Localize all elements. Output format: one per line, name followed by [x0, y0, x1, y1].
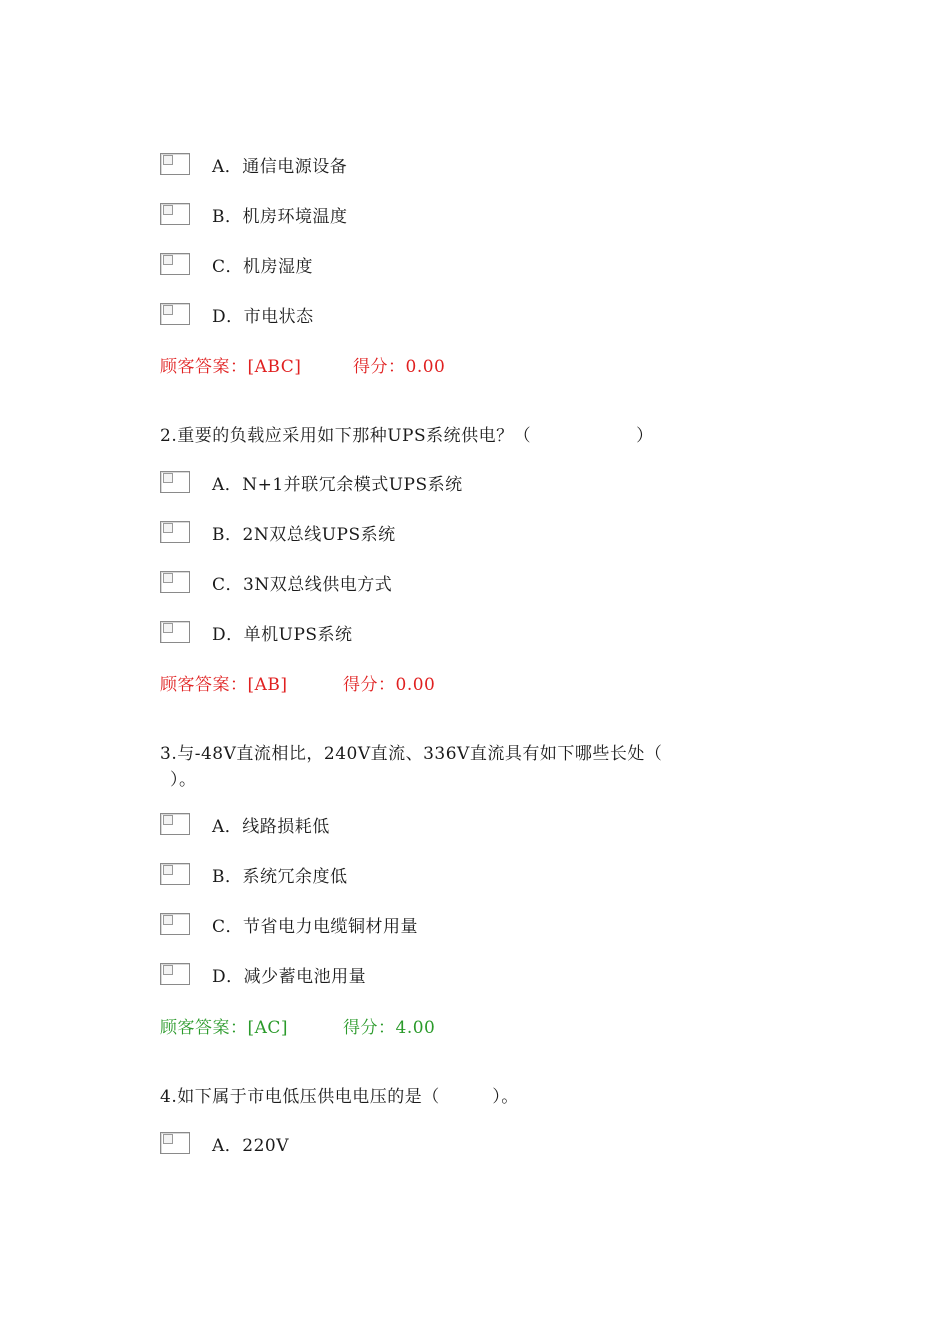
option-label: A．220V [212, 1135, 290, 1156]
option-label: C．机房湿度 [212, 256, 314, 277]
checkbox-box [163, 623, 173, 633]
option-label: A．通信电源设备 [212, 156, 348, 177]
checkbox-box [163, 473, 173, 483]
score: 得分：0.00 [353, 357, 446, 377]
checkbox[interactable] [160, 471, 190, 493]
option-label: C．3N双总线供电方式 [212, 574, 393, 595]
q1-option-a[interactable] [160, 150, 348, 178]
option-label: A．N+1并联冗余模式UPS系统 [212, 474, 463, 495]
score: 得分：0.00 [343, 675, 436, 695]
question-3-text-line1: 3.与-48V直流相比，240V直流、336V直流具有如下哪些长处（ [160, 744, 663, 764]
question-4-text: 4.如下属于市电低压供电电压的是（ ）。 [160, 1087, 519, 1107]
option-label: B．2N双总线UPS系统 [212, 524, 396, 545]
checkbox[interactable] [160, 913, 190, 935]
q2-option-d[interactable] [160, 618, 353, 646]
checkbox-box [163, 915, 173, 925]
checkbox-box [163, 305, 173, 315]
q1-result [160, 352, 446, 377]
customer-answer: 顾客答案：[AB] [160, 675, 288, 695]
score: 得分：4.00 [343, 1018, 436, 1038]
option-label: D．市电状态 [212, 306, 314, 327]
q1-option-b[interactable] [160, 200, 348, 228]
checkbox[interactable] [160, 253, 190, 275]
checkbox[interactable] [160, 303, 190, 325]
q2-option-a[interactable] [160, 468, 463, 496]
checkbox-box [163, 815, 173, 825]
q3-option-a[interactable] [160, 810, 330, 838]
checkbox[interactable] [160, 621, 190, 643]
checkbox-box [163, 965, 173, 975]
q1-option-c[interactable] [160, 250, 314, 278]
checkbox-box [163, 865, 173, 875]
option-label: D．单机UPS系统 [212, 624, 353, 645]
checkbox-box [163, 205, 173, 215]
option-label: C．节省电力电缆铜材用量 [212, 916, 419, 937]
checkbox[interactable] [160, 813, 190, 835]
checkbox[interactable] [160, 863, 190, 885]
q2-option-b[interactable] [160, 518, 396, 546]
question-2-text: 2.重要的负载应采用如下那种UPS系统供电？（ ） [160, 426, 654, 446]
customer-answer: 顾客答案：[AC] [160, 1018, 289, 1038]
checkbox[interactable] [160, 571, 190, 593]
option-label: D．减少蓄电池用量 [212, 966, 367, 987]
checkbox[interactable] [160, 1132, 190, 1154]
q2-result [160, 670, 436, 695]
customer-answer: 顾客答案：[ABC] [160, 357, 302, 377]
checkbox[interactable] [160, 521, 190, 543]
checkbox[interactable] [160, 203, 190, 225]
checkbox-box [163, 1134, 173, 1144]
option-label: B．机房环境温度 [212, 206, 348, 227]
q3-option-c[interactable] [160, 910, 419, 938]
checkbox-box [163, 573, 173, 583]
question-3-text-line2: ）。 [170, 770, 197, 790]
checkbox-box [163, 155, 173, 165]
checkbox-box [163, 255, 173, 265]
q3-option-d[interactable] [160, 960, 367, 988]
q2-option-c[interactable] [160, 568, 393, 596]
checkbox[interactable] [160, 963, 190, 985]
checkbox-box [163, 523, 173, 533]
q4-option-a[interactable] [160, 1129, 290, 1157]
q3-result [160, 1013, 436, 1038]
checkbox[interactable] [160, 153, 190, 175]
option-label: B．系统冗余度低 [212, 866, 348, 887]
q3-option-b[interactable] [160, 860, 348, 888]
q1-option-d[interactable] [160, 300, 314, 328]
option-label: A．线路损耗低 [212, 816, 330, 837]
